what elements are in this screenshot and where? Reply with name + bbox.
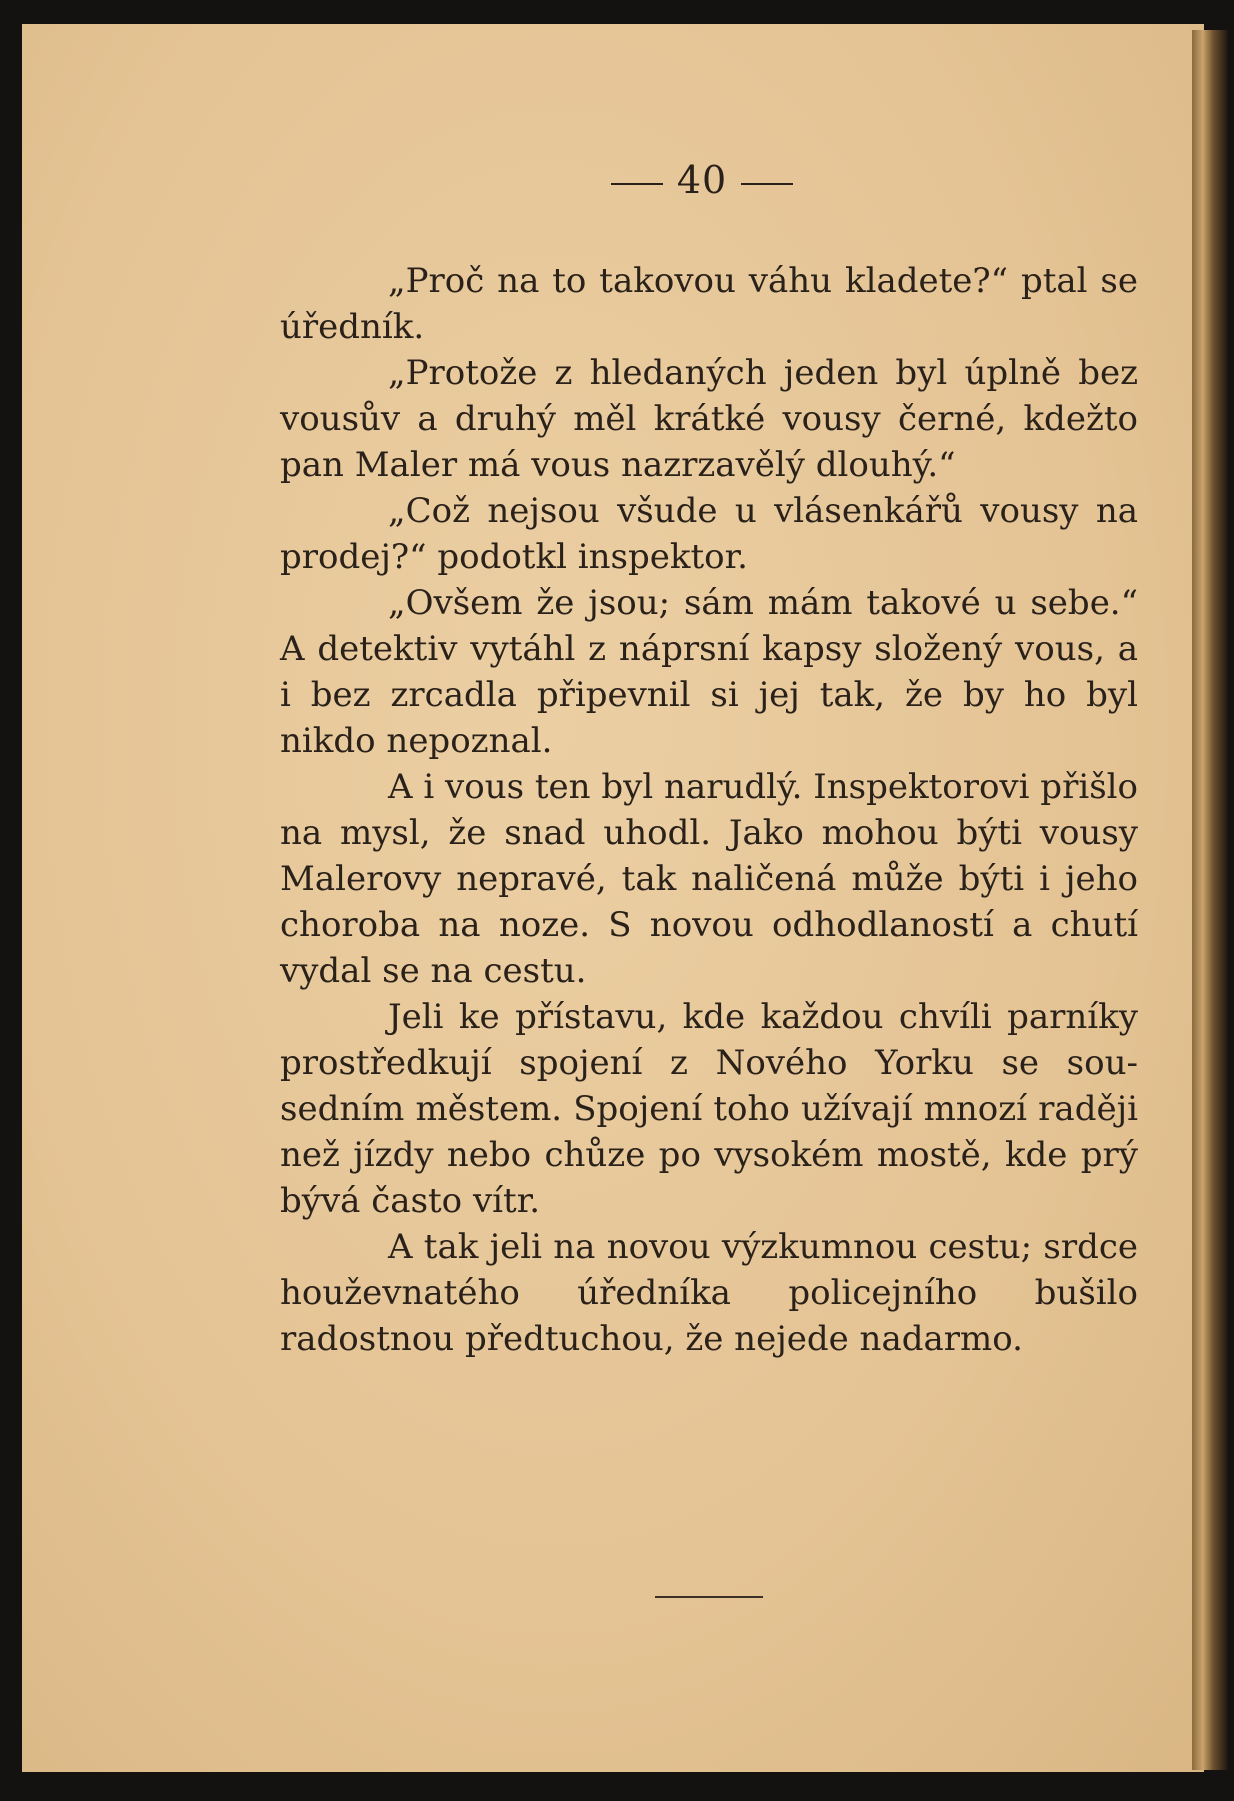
page-binding-edge — [1192, 30, 1228, 1770]
paragraph: „Ovšem že jsou; sám mám takové u sebe.“ A detektiv vytáhl z náprsní kapsy složený vous, a i bez zrcadla připevnil si jej tak, že by ho byl nikdo nepoznal. — [280, 583, 1138, 761]
scan-bottom-border — [22, 1772, 1222, 1801]
page-number-value: 40 — [676, 158, 728, 202]
page-number-dash-right — [741, 183, 793, 185]
paragraph: „Proč na to takovou váhu kladete?“ ptal se úředník. — [280, 261, 1138, 347]
paragraph: Jeli ke přístavu, kde každou chvíli parníky prostředkují spojení z Nového Yorku se sousedním městem. Spojení toho užívají mnozí raději než jízdy nebo chůze po vysokém mostě, kde prý bývá často vítr. — [280, 997, 1138, 1221]
page-number-dash-left — [611, 183, 663, 185]
page-body-text — [280, 258, 1138, 1362]
paragraph: „Protože z hledaných jeden byl úplně bez vousův a druhý měl krátké vousy černé, kdežto pan Maler má vous nazrzavělý dlouhý.“ — [280, 353, 1138, 485]
paragraph: A tak jeli na novou výzkumnou cestu; srdce houževnatého úředníka policejního bušilo radostnou předtuchou, že nejede nadarmo. — [280, 1227, 1138, 1359]
page-number — [0, 158, 1234, 202]
paragraph: „Což nejsou všude u vlásenkářů vousy na prodej?“ podotkl inspektor. — [280, 491, 1138, 577]
chapter-end-rule — [655, 1596, 763, 1598]
paragraph: A i vous ten byl narudlý. Inspektorovi přišlo na mysl, že snad uhodl. Jako mohou býti vousy Malerovy nepravé, tak naličená může býti i jeho choroba na noze. S novou odhodlaností a chutí vydal se na cestu. — [280, 767, 1138, 991]
